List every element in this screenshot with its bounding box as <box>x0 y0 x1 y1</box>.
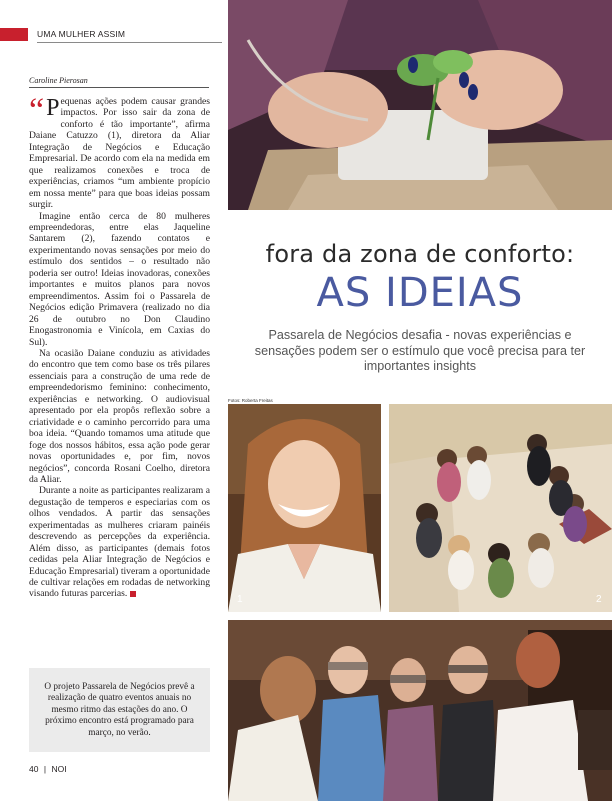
headline-kicker: fora da zona de conforto: <box>265 240 575 268</box>
photo-label-portrait: 1 <box>237 594 243 605</box>
end-of-article-mark <box>130 591 136 597</box>
drop-cap: P <box>46 95 60 121</box>
section-rule <box>37 42 222 43</box>
magazine-name: NOI <box>51 764 67 774</box>
article-paragraph: Durante a noite as participantes realizaram a degustação de temperos e especiarias com os olhos vendados. A partir das sensações experimentadas as mulheres criaram painéis descrevendo as percepções da experiência. Além disso, as participantes (demais fotos cedidas pela Aliar Integração de Negócios e Educação Empresarial) tiveram a oportunidade de cultivar relações em rodadas de networking visando futuras parcerias. <box>29 485 210 600</box>
drop-quote-mark: “ <box>29 92 45 129</box>
article-paragraph: “ P equenas ações podem causar grandes impactos. Por isso sair da zona de conforto é tão importante”, afirma Daiane Catuzzo (1), diretora da Aliar Integração de Negócios e Educação Empresarial. De acordo com ela na medida em que realizamos conexões e troca de experiências, criamos “um ambiente propício em nossa mente” para que boas ideias possam surgir. <box>29 92 210 211</box>
folio-separator: | <box>43 764 47 774</box>
photo-blindfold-tasting <box>228 620 612 801</box>
author-byline: Caroline Pierosan <box>29 76 88 85</box>
author-rule <box>29 87 209 88</box>
headline-main: AS IDEIAS <box>316 270 524 316</box>
dek-subtitle: Passarela de Negócios desafia - novas experiências e sensações podem ser o estímulo que você precisa para ter importantes insights <box>254 328 586 373</box>
photo-portrait-daiane <box>228 404 381 612</box>
article-body <box>29 92 210 600</box>
photo-label-group: 2 <box>596 594 602 605</box>
article-paragraph: Imagine então cerca de 80 mulheres empreendedoras, entre elas Jaqueline Santarem (2), fazendo contatos e experimentando novas sensações por meio do estímulo dos sentidos – o resultado não poderia ser outro! Ideias inovadoras, conexões importantes e muitos planos para novos empreendimentos. Assim foi o Passarela de Negócios edição Primavera (realizado no dia 26 de outubro no Don Claudino Enogastronomia e Vinícola, em Caxias do Sul). <box>29 210 210 348</box>
section-label: UMA MULHER ASSIM <box>37 29 126 39</box>
folio <box>29 764 67 774</box>
photo-group-overhead <box>389 404 612 612</box>
info-boxout <box>29 668 210 752</box>
article-paragraph: Na ocasião Daiane conduziu as atividades do encontro que tem como base os três pilares essenciais para a construção de uma rede de empreendedorismo feminino: conhecimento, experiências e networking. O audiovisual apresentado por ela propôs reflexão sobre a criatividade e o caminho percorrido para uma boa ideia. “Quando tomamos uma atitude que foge dos nossos hábitos, essa ação pode gerar novas oportunidades e, por fim, novos negócios”, concorda Rosani Coelho, diretora da Aliar. <box>29 347 210 485</box>
photo-credit: Fotos: Roberta Freitas <box>228 398 273 403</box>
page-number: 40 <box>29 764 39 774</box>
section-color-bar <box>0 28 28 41</box>
boxout-text: O projeto Passarela de Negócios prevê a realização de quatro eventos anuais no mesmo ritmo das estações do ano. O próximo encontro está programado para março, no verão. <box>44 682 195 738</box>
photo-hands-mint-leaf <box>228 0 612 210</box>
